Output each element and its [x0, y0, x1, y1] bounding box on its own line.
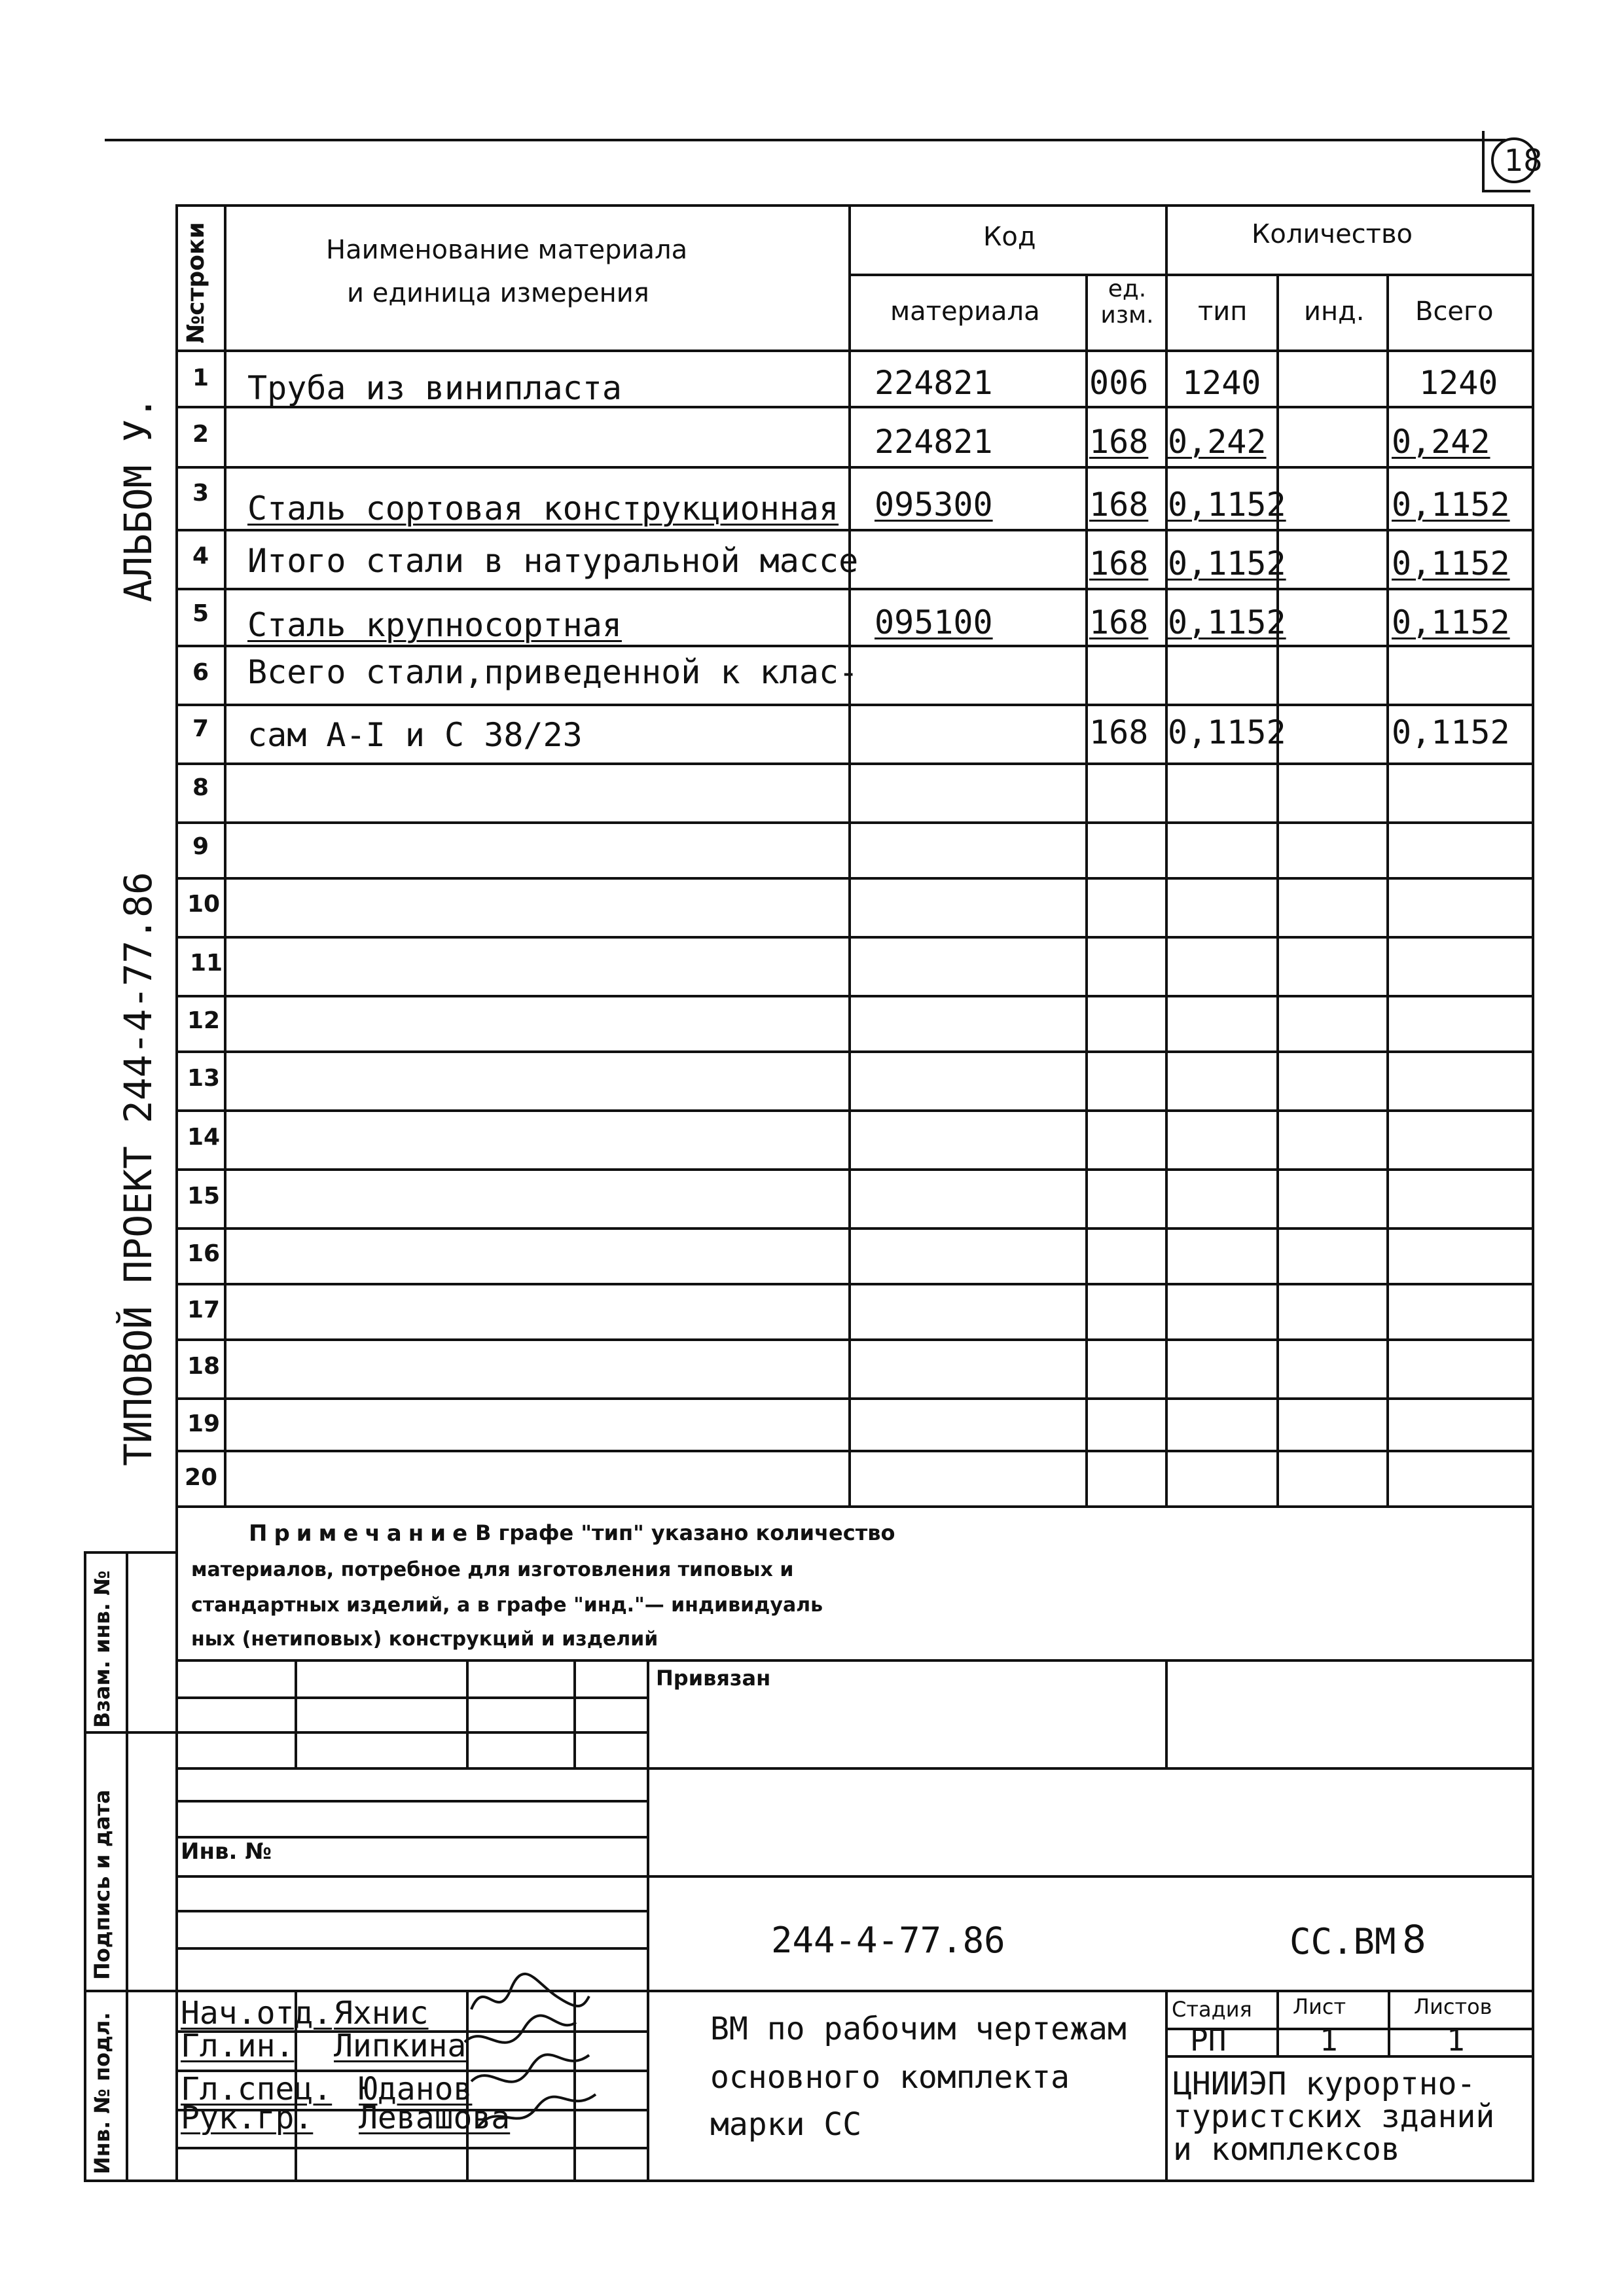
stamp-line-v7: [1388, 1990, 1390, 2055]
stamp-inv-no: Инв. №: [181, 1839, 272, 1865]
row-qty-type: 0,242: [1168, 423, 1267, 461]
row-line-9: [175, 877, 1534, 880]
doc-title-line1: ВМ по рабочим чертежам: [710, 2011, 1127, 2047]
signature-3: [471, 2054, 589, 2082]
stamp-vzam-inv: Взам. инв. №: [90, 1570, 115, 1728]
table-line-v3: [1085, 274, 1088, 1505]
stage-value: РП: [1190, 2022, 1227, 2058]
org-line2: туристских зданий: [1173, 2098, 1495, 2135]
stamp-left-strip-inner: [126, 1551, 128, 2179]
row-name: Итого стали в натуральной массе: [247, 542, 859, 580]
row-material-code: 095300: [875, 486, 993, 524]
row-material-code: 224821: [875, 364, 993, 402]
org-line1: ЦНИИЭП курортно-: [1173, 2066, 1476, 2102]
row-line-10: [175, 936, 1534, 939]
row-number: 10: [187, 891, 221, 918]
stamp-line-h9: [175, 1990, 1534, 1992]
staff-name: Юданов: [359, 2071, 473, 2108]
signature-1: [471, 1974, 589, 2009]
row-line-14: [175, 1168, 1534, 1171]
signatures-graphic: [458, 1970, 615, 2166]
row-qty-total: 0,1152: [1392, 486, 1510, 524]
row-line-16: [175, 1283, 1534, 1285]
header-quantity-type: тип: [1198, 296, 1248, 327]
stamp-sheet-number: 8: [1402, 1917, 1426, 1962]
org-line3: и комплексов: [1173, 2131, 1400, 2168]
stamp-line-h3: [175, 1767, 1534, 1770]
row-line-11: [175, 995, 1534, 997]
row-qty-total: 1240: [1419, 364, 1498, 402]
header-quantity-total: Всего: [1415, 296, 1494, 327]
stamp-line-bottom: [84, 2179, 1534, 2182]
stamp-sheet-code: СС.ВМ: [1290, 1921, 1396, 1962]
row-number: 6: [192, 659, 209, 686]
table-line-v2: [848, 204, 851, 1505]
row-unit-code: 168: [1089, 545, 1149, 583]
row-qty-type: 0,1152: [1168, 713, 1286, 751]
row-qty-total: 0,1152: [1392, 545, 1510, 583]
note-label: Примечание: [249, 1520, 475, 1547]
header-code-unit: ед. изм.: [1100, 276, 1154, 329]
row-unit-code: 168: [1089, 486, 1149, 524]
signature-4: [478, 2094, 596, 2127]
album-title: АЛЬБОМ У.: [116, 396, 160, 602]
row-number: 3: [192, 480, 209, 507]
row-number: 9: [192, 833, 209, 860]
stamp-strip-div2: [84, 1990, 175, 1992]
stamp-doc-code: 244-4-77.86: [771, 1920, 1005, 1961]
row-line-2: [175, 466, 1534, 469]
staff-role: Нач.отд.: [181, 1995, 333, 2032]
table-line-v6: [1386, 274, 1389, 1505]
row-number: 1: [192, 365, 209, 391]
row-line-8: [175, 821, 1534, 824]
stamp-line-v6: [1276, 1990, 1279, 2055]
row-qty-type: 0,1152: [1168, 545, 1286, 583]
row-name: Всего стали,приведенной к клас-: [247, 653, 859, 691]
staff-name: Липкина: [334, 2028, 467, 2064]
row-line-6: [175, 704, 1534, 706]
sheets-value: 1: [1447, 2022, 1465, 2058]
row-number: 13: [187, 1065, 221, 1092]
table-line-v4: [1165, 204, 1168, 1505]
staff-role: Гл.спец.: [181, 2071, 333, 2108]
stamp-line-h2: [175, 1731, 647, 1734]
staff-role: Рук.гр.: [181, 2100, 314, 2136]
stamp-privyazan: Привязан: [656, 1666, 771, 1691]
row-name: Сталь крупносортная: [247, 606, 622, 644]
table-line-h-sub: [848, 274, 1534, 276]
row-number: 18: [187, 1353, 221, 1380]
row-number: 4: [192, 543, 209, 569]
table-line-v7: [1532, 204, 1534, 1505]
row-number: 7: [192, 715, 209, 742]
note-line1: В графе "тип" указано количество: [475, 1520, 895, 1545]
stamp-line-h7: [175, 1910, 647, 1912]
row-line-4: [175, 588, 1534, 590]
sheet-value: 1: [1320, 2022, 1338, 2058]
stamp-line-v5: [1165, 1659, 1168, 1767]
stamp-line-v5b: [1165, 1990, 1168, 2179]
doc-title-line3: марки СС: [710, 2106, 862, 2143]
row-number: 12: [187, 1007, 221, 1034]
row-qty-total: 0,242: [1392, 423, 1490, 461]
sheet-label: Лист: [1293, 1994, 1346, 2019]
row-name: сам А-I и С 38/23: [247, 716, 583, 754]
row-qty-type: 1240: [1182, 364, 1261, 402]
staff-role: Гл.ин.: [181, 2028, 295, 2064]
row-number: 15: [187, 1183, 221, 1210]
stamp-line-v3: [573, 1659, 576, 1767]
row-unit-code: 168: [1089, 713, 1149, 751]
stamp-line-h4: [175, 1800, 647, 1803]
row-material-code: 095100: [875, 603, 993, 641]
row-line-15: [175, 1227, 1534, 1230]
table-line-h-top: [175, 204, 1534, 207]
header-code-material: материала: [890, 296, 1040, 327]
stamp-line-v2: [466, 1659, 469, 1767]
row-line-19: [175, 1450, 1534, 1452]
stamp-line-h6: [175, 1875, 1534, 1878]
row-line-5: [175, 645, 1534, 647]
top-border-line: [105, 139, 1506, 141]
header-quantity-ind: инд.: [1304, 296, 1365, 327]
staff-name: Левашова: [359, 2100, 511, 2136]
row-line-0: [175, 350, 1534, 352]
stamp-line-h1: [175, 1696, 647, 1699]
row-number: 16: [187, 1240, 221, 1267]
row-line-3: [175, 529, 1534, 531]
row-qty-type: 0,1152: [1168, 486, 1286, 524]
row-qty-type: 0,1152: [1168, 603, 1286, 641]
row-line-18: [175, 1397, 1534, 1400]
stamp-left-strip-outer: [84, 1551, 86, 2179]
stamp-line-v0: [175, 1505, 178, 2179]
row-qty-total: 0,1152: [1392, 603, 1510, 641]
row-name: Труба из винипласта: [247, 369, 622, 407]
sheets-label: Листов: [1414, 1994, 1492, 2019]
row-line-13: [175, 1109, 1534, 1112]
stamp-line-h0: [175, 1659, 1534, 1662]
row-line-17: [175, 1338, 1534, 1341]
stamp-podpis-data: Подпись и дата: [90, 1789, 115, 1980]
row-number: 11: [190, 950, 223, 977]
project-title: ТИПОВОЙ ПРОЕКТ 244-4-77.86: [116, 872, 160, 1466]
table-line-v0: [175, 204, 178, 1505]
row-line-12: [175, 1050, 1534, 1053]
stamp-strip-div1: [84, 1731, 175, 1734]
header-row-number: №строки: [183, 222, 209, 344]
header-name-line2: и единица измерения: [347, 278, 649, 308]
stage-label: Стадия: [1172, 1997, 1252, 2022]
header-name-line1: Наименование материала: [326, 235, 688, 265]
table-line-v1: [224, 204, 226, 1505]
row-line-20: [175, 1505, 1534, 1508]
row-number: 8: [192, 774, 209, 801]
row-number: 19: [187, 1410, 221, 1437]
sheet-number-text: 18: [1504, 143, 1543, 178]
note-line2: материалов, потребное для изготовления типовых и: [191, 1558, 794, 1581]
row-unit-code: 168: [1089, 603, 1149, 641]
row-number: 20: [185, 1464, 218, 1491]
row-number: 17: [187, 1297, 221, 1323]
row-material-code: 224821: [875, 423, 993, 461]
stamp-line-v1: [295, 1659, 297, 1767]
doc-title-line2: основного комплекта: [710, 2059, 1070, 2096]
stamp-strip-top: [84, 1551, 175, 1554]
row-number: 14: [187, 1124, 221, 1151]
row-qty-total: 0,1152: [1392, 713, 1510, 751]
row-number: 5: [192, 600, 209, 627]
row-line-7: [175, 762, 1534, 765]
signature-2: [465, 2016, 576, 2043]
row-unit-code: 168: [1089, 423, 1149, 461]
row-name: Сталь сортовая конструкционная: [247, 490, 839, 528]
header-code: Код: [983, 222, 1036, 252]
stamp-inv-podl: Инв. № подл.: [90, 2012, 115, 2174]
note-line3: стандартных изделий, а в графе "инд."— индивидуаль: [191, 1594, 823, 1617]
stamp-line-v4: [647, 1659, 649, 2179]
staff-name: Яхнис: [334, 1995, 429, 2032]
table-line-v5: [1276, 274, 1279, 1505]
note-line4: ных (нетиповых) конструкций и изделий: [191, 1628, 659, 1651]
stamp-line-v8: [1532, 1505, 1534, 2179]
stamp-line-h8: [175, 1947, 647, 1950]
header-quantity: Количество: [1252, 219, 1413, 249]
row-number: 2: [192, 421, 209, 448]
row-unit-code: 006: [1089, 364, 1149, 402]
